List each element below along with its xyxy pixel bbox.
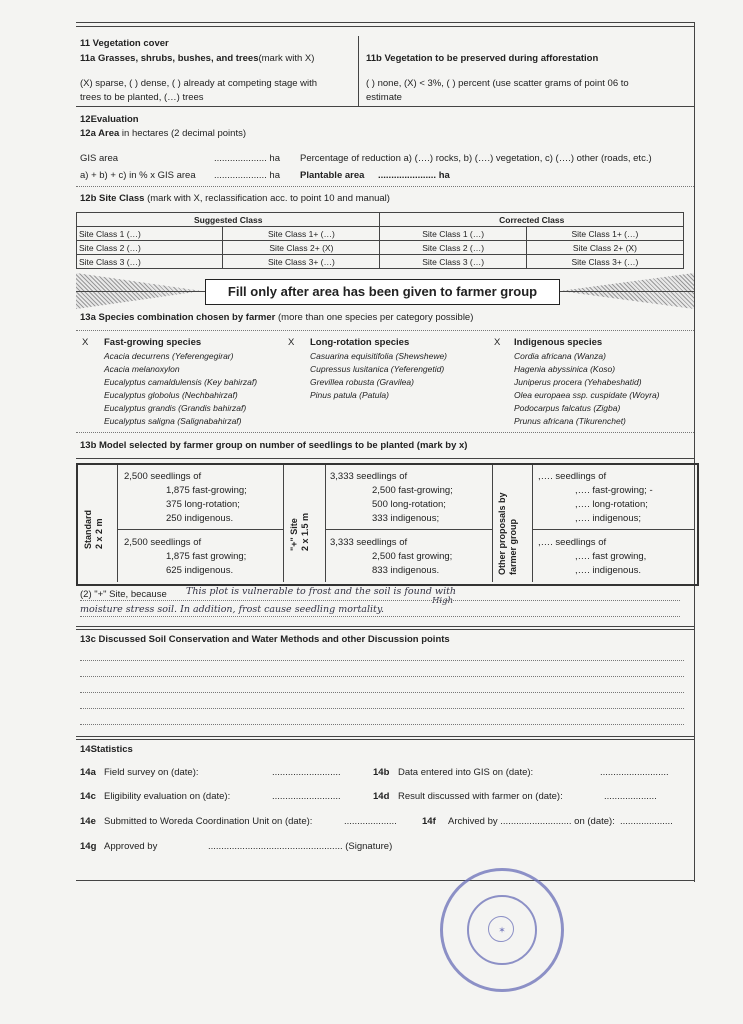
list-item: Juniperus procera (Yehabeshatid) <box>514 377 642 387</box>
banner-notice: Fill only after area has been given to farmer group <box>205 279 560 305</box>
discussion-line[interactable] <box>80 708 684 709</box>
corrected-class-header: Corrected Class <box>380 213 684 227</box>
model-divider <box>283 465 284 582</box>
model-cell-text: 2,500 fast growing; <box>372 551 453 562</box>
s14e-field[interactable]: .................... <box>344 816 397 827</box>
site-class-cell[interactable]: Site Class 2+ (X) <box>526 241 683 255</box>
fast-growing-title: Fast-growing species <box>104 337 202 348</box>
s13a-rule <box>76 330 694 331</box>
s12b-note: (mark with X, reclassification acc. to point 10 and manual) <box>147 193 390 204</box>
model-cell-text: 375 long-rotation; <box>166 499 240 510</box>
stamp-star-icon: ✶ <box>498 925 506 935</box>
list-item: Eucalyptus globolus (Nechbahirzaf) <box>104 390 238 400</box>
model-row-divider <box>117 529 283 530</box>
s13c-bottom-rule-2 <box>76 739 694 740</box>
site-class-table <box>76 212 684 269</box>
model-cell-text[interactable]: ,…. indigenous. <box>575 565 642 576</box>
s14c-field[interactable]: .......................... <box>272 791 341 802</box>
model-cell-text[interactable]: ,…. indigenous; <box>575 513 642 524</box>
s13a-heading <box>80 312 473 323</box>
site-class-cell[interactable]: Site Class 2 (…) <box>77 241 223 255</box>
s14b-label: Data entered into GIS on (date): <box>398 767 534 778</box>
list-item: Eucalyptus camaldulensis (Key bahirzaf) <box>104 377 258 387</box>
model-cell-text: 2,500 fast-growing; <box>372 485 453 496</box>
list-item: Podocarpus falcatus (Zigba) <box>514 403 621 413</box>
s14c-label: Eligibility evaluation on (date): <box>104 791 231 802</box>
s13b-title: 13b Model selected by farmer group on number of seedlings to be planted (mark by x) <box>80 440 468 451</box>
handwritten-reason-2[interactable]: moisture stress soil. In addition, frost cause seedling mortality. <box>80 604 384 615</box>
model-cell-text: 3,333 seedlings of <box>330 537 408 548</box>
discussion-line[interactable] <box>80 676 684 677</box>
model-cell-text: 1,875 fast growing; <box>166 551 247 562</box>
site-class-cell[interactable]: Site Class 3+ (…) <box>526 255 683 269</box>
s12a-note: in hectares (2 decimal points) <box>121 128 246 139</box>
s14g-label: Approved by <box>104 841 158 852</box>
handwritten-reason-1[interactable]: This plot is vulnerable to frost and the soil is found with <box>186 586 457 597</box>
model-cell-text[interactable]: ,…. fast-growing; - <box>575 485 653 496</box>
s12a-title: 12a Area <box>80 128 120 139</box>
s14a-field[interactable]: .......................... <box>272 767 341 778</box>
s14e-code: 14e <box>80 816 96 827</box>
table-row <box>77 227 684 241</box>
s14-bottom-rule <box>76 880 694 881</box>
s14g-code: 14g <box>80 841 97 852</box>
list-item: Acacia melanoxylon <box>104 364 180 374</box>
s11a-heading <box>80 53 314 64</box>
discussion-line[interactable] <box>80 724 684 725</box>
top-rule <box>76 22 694 23</box>
s13a-title: 13a Species combination chosen by farmer <box>80 312 276 323</box>
list-item: Hagenia abyssinica (Koso) <box>514 364 616 374</box>
model-cell-text: 625 indigenous. <box>166 565 234 576</box>
s11-title: 11 Vegetation cover <box>80 38 169 49</box>
s14e-label: Submitted to Woreda Coordination Unit on (date): <box>104 816 313 827</box>
s11a-line1: (X) sparse, ( ) dense, ( ) already at competing stage with <box>80 78 318 89</box>
because-line-2 <box>80 616 680 617</box>
model-row-divider <box>532 529 695 530</box>
table-row <box>77 255 684 269</box>
table-row <box>77 241 684 255</box>
model-cell-text: 333 indigenous; <box>372 513 440 524</box>
s12-title: 12Evaluation <box>80 114 139 125</box>
list-item: Grevillea robusta (Gravilea) <box>310 377 414 387</box>
model-cell-text: 500 long-rotation; <box>372 499 446 510</box>
s14f-code: 14f <box>422 816 436 827</box>
s14d-code: 14d <box>373 791 390 802</box>
model-cell-text[interactable]: ,…. fast growing, <box>575 551 647 562</box>
s14b-code: 14b <box>373 767 390 778</box>
s12a-bottom-rule <box>76 186 694 187</box>
s14-title: 14Statistics <box>80 744 133 755</box>
indigenous-title: Indigenous species <box>514 337 603 348</box>
list-item: Acacia decurrens (Yeferengegirar) <box>104 351 234 361</box>
model-cell-text: 833 indigenous. <box>372 565 440 576</box>
fast-mark[interactable]: X <box>82 337 89 348</box>
gis-area-label: GIS area <box>80 153 119 164</box>
indigenous-mark[interactable]: X <box>494 337 501 348</box>
model-cell-text: 2,500 seedlings of <box>124 537 202 548</box>
official-stamp <box>440 868 564 992</box>
site-class-cell[interactable]: Site Class 1 (…) <box>77 227 223 241</box>
list-item: Cordia africana (Wanza) <box>514 351 606 361</box>
list-item: Olea europaea ssp. cuspidate (Woyra) <box>514 390 660 400</box>
page-right-border <box>694 22 695 882</box>
s11-divider <box>358 36 359 106</box>
discussion-line[interactable] <box>80 660 684 661</box>
s12a-heading <box>80 128 246 139</box>
site-class-cell[interactable]: Site Class 3 (…) <box>77 255 223 269</box>
site-class-cell[interactable]: Site Class 1 (…) <box>380 227 526 241</box>
list-item: Pinus patula (Patula) <box>310 390 389 400</box>
site-class-cell[interactable]: Site Class 3+ (…) <box>223 255 380 269</box>
s13b-top-rule <box>76 458 694 459</box>
s11b-title: 11b Vegetation to be preserved during afforestation <box>366 53 599 64</box>
list-item: Prunus africana (Tikurenchet) <box>514 416 626 426</box>
standard-label: Standard 2 x 2 m <box>83 509 104 549</box>
other-proposals-label: Other proposals by farmer group <box>497 492 518 575</box>
s13a-note: (more than one species per category possible) <box>278 312 474 323</box>
s11a-note: (mark with X) <box>258 53 315 64</box>
model-cell-text: 1,875 fast-growing; <box>166 485 247 496</box>
formula-field[interactable]: .................... ha <box>214 170 280 181</box>
plantable-label: Plantable area <box>300 170 365 181</box>
s13a-bottom-rule <box>76 432 694 433</box>
long-rotation-title: Long-rotation species <box>310 337 410 348</box>
top-rule-2 <box>76 26 694 27</box>
model-row-divider <box>325 529 492 530</box>
site-class-cell[interactable]: Site Class 1+ (…) <box>526 227 683 241</box>
s14b-field[interactable]: .......................... <box>600 767 669 778</box>
model-table <box>76 463 699 586</box>
list-item: Casuarina equisitifolia (Shewshewe) <box>310 351 448 361</box>
s12b-title: 12b Site Class <box>80 193 145 204</box>
model-divider <box>325 465 326 582</box>
list-item: Eucalyptus grandis (Grandis bahirzaf) <box>104 403 247 413</box>
s14f-field[interactable]: .................... <box>620 816 673 827</box>
reduction-label: Percentage of reduction a) (….) rocks, b) (….) vegetation, c) (….) other (roads, etc.) <box>300 153 652 164</box>
model-cell-text[interactable]: ,…. long-rotation; <box>575 499 648 510</box>
s14g-field[interactable]: ................................................... (Signature) <box>208 841 393 852</box>
s13c-title: 13c Discussed Soil Conservation and Water Methods and other Discussion points <box>80 634 450 645</box>
discussion-line[interactable] <box>80 692 684 693</box>
s11-bottom-rule <box>76 106 694 107</box>
model-cell-text[interactable]: ,…. seedlings of <box>538 537 607 548</box>
model-cell-text: 250 indigenous. <box>166 513 234 524</box>
s14d-label: Result discussed with farmer on (date): <box>398 791 563 802</box>
long-mark[interactable]: X <box>288 337 295 348</box>
handwritten-high: High <box>432 596 454 606</box>
model-cell-text: 2,500 seedlings of <box>124 471 202 482</box>
model-divider <box>117 465 118 582</box>
s14a-code: 14a <box>80 767 96 778</box>
plus-site-label: "+" Site 2 x 1.5 m <box>289 512 310 551</box>
s13b-bottom-rule-2 <box>76 629 694 630</box>
because-label: (2) "+" Site, because <box>80 589 167 600</box>
suggested-class-header: Suggested Class <box>77 213 380 227</box>
s13c-bottom-rule <box>76 736 694 737</box>
formula-label: a) + b) + c) in % x GIS area <box>80 170 196 181</box>
s11a-title: 11a Grasses, shrubs, bushes, and trees <box>80 53 259 64</box>
site-class-cell[interactable]: Site Class 2+ (X) <box>223 241 380 255</box>
s11b-line2: estimate <box>366 92 402 103</box>
s14f-label: Archived by ........................... on (date): <box>448 816 615 827</box>
plantable-field[interactable]: ...................... ha <box>378 170 450 181</box>
s11a-line2: trees to be planted, (…) trees <box>80 92 204 103</box>
site-class-cell[interactable]: Site Class 1+ (…) <box>223 227 380 241</box>
s14a-label: Field survey on (date): <box>104 767 199 778</box>
list-item: Cupressus lusitanica (Yeferengetid) <box>310 364 445 374</box>
site-class-cell[interactable]: Site Class 3 (…) <box>380 255 526 269</box>
model-cell-text: 3,333 seedlings of <box>330 471 408 482</box>
list-item: Eucalyptus saligna (Salignabahirzaf) <box>104 416 242 426</box>
site-class-cell[interactable]: Site Class 2 (…) <box>380 241 526 255</box>
s14d-field[interactable]: .................... <box>604 791 657 802</box>
s13b-bottom-rule <box>76 626 694 627</box>
model-cell-text[interactable]: ,…. seedlings of <box>538 471 607 482</box>
model-divider <box>492 465 493 582</box>
s11b-line1: ( ) none, (X) < 3%, ( ) percent (use scatter grams of point 06 to <box>366 78 629 89</box>
model-divider <box>532 465 533 582</box>
s14c-code: 14c <box>80 791 96 802</box>
gis-area-field[interactable]: .................... ha <box>214 153 280 164</box>
s12b-heading <box>80 193 390 204</box>
because-line-1 <box>80 600 680 601</box>
